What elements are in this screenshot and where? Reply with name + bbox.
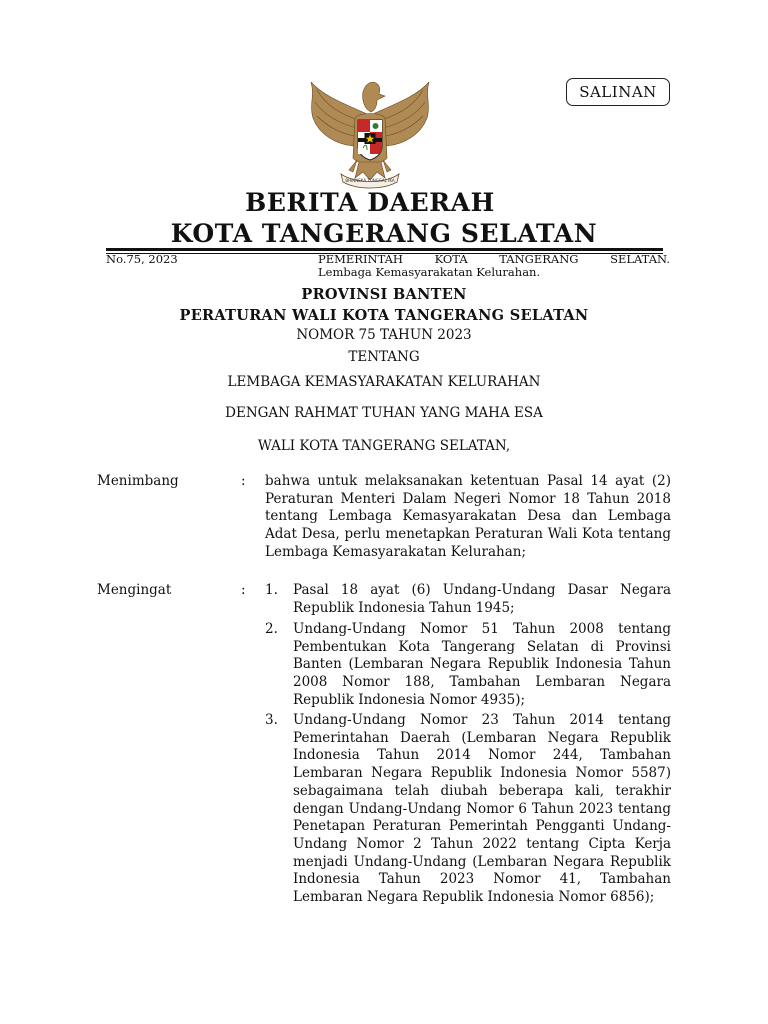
recalling-item-number: 1. <box>265 582 278 598</box>
recalling-item-number: 3. <box>265 712 278 728</box>
gazette-agency: PEMERINTAH KOTA TANGERANG SELATAN. <box>318 252 670 266</box>
gazette-subject: Lembaga Kemasyarakatan Kelurahan. <box>318 265 541 279</box>
shield-icon <box>358 120 382 160</box>
header-rule-thick <box>106 248 663 251</box>
title-kota: KOTA TANGERANG SELATAN <box>170 219 598 248</box>
salinan-stamp: SALINAN <box>566 78 670 106</box>
about-heading: TENTANG <box>348 349 420 365</box>
recalling-colon: : <box>241 582 246 598</box>
considering-text: bahwa untuk melaksanakan ketentuan Pasal 14 ayat (2) Peraturan Menteri Dalam Negeri Nomor 18 Tahun 2018 tentang Lembaga Kemasyarakatan Desa dan Lembaga Adat Desa, perlu menetapkan Peraturan Wali Kota tentang Lembaga Kemasyarakatan Kelurahan; <box>265 473 671 560</box>
regulation-title: PERATURAN WALI KOTA TANGERANG SELATAN <box>179 307 589 324</box>
gazette-number: No.75, 2023 <box>106 252 178 266</box>
garuda-emblem-icon <box>305 74 435 192</box>
recalling-item-text: Pasal 18 ayat (6) Undang-Undang Dasar Negara Republik Indonesia Tahun 1945; <box>293 582 671 616</box>
issuer-line: WALI KOTA TANGERANG SELATAN, <box>257 438 511 454</box>
title-berita-daerah: BERITA DAERAH <box>245 188 495 217</box>
recalling-item-number: 2. <box>265 621 278 637</box>
recalling-label: Mengingat <box>97 582 172 598</box>
regulation-subject: LEMBAGA KEMASYARAKATAN KELURAHAN <box>227 374 541 390</box>
blessing-line: DENGAN RAHMAT TUHAN YANG MAHA ESA <box>225 405 543 421</box>
considering-colon: : <box>241 473 246 489</box>
recalling-item-text: Undang-Undang Nomor 51 Tahun 2008 tentang Pembentukan Kota Tangerang Selatan di Provinsi Banten (Lembaran Negara Republik Indonesia Tahun 2008 Nomor 188, Tambahan Lembaran Negara Republik Indonesia Nomor 4935); <box>293 621 671 708</box>
regulation-number: NOMOR 75 TAHUN 2023 <box>296 327 472 343</box>
emblem-motto: BHINNEKA TUNGGAL IKA <box>345 178 395 183</box>
considering-label: Menimbang <box>97 473 179 489</box>
recalling-item-text: Undang-Undang Nomor 23 Tahun 2014 tentang Pemerintahan Daerah (Lembaran Negara Republik Indonesia Tahun 2014 Nomor 244, Tambahan Lembaran Negara Republik Indonesia Nomor 5587) sebagaimana telah diubah beberapa kali, terakhir dengan Undang-Undang Nomor 6 Tahun 2023 tentang Penetapan Peraturan Pemerintah Pengganti Undang-Undang Nomor 2 Tahun 2022 tentang Cipta Kerja menjadi Undang-Undang (Lembaran Negara Republik Indonesia Tahun 2023 Nomor 41, Tambahan Lembaran Negara Republik Indonesia Nomor 6856); <box>293 712 671 906</box>
province-heading: PROVINSI BANTEN <box>301 286 467 303</box>
